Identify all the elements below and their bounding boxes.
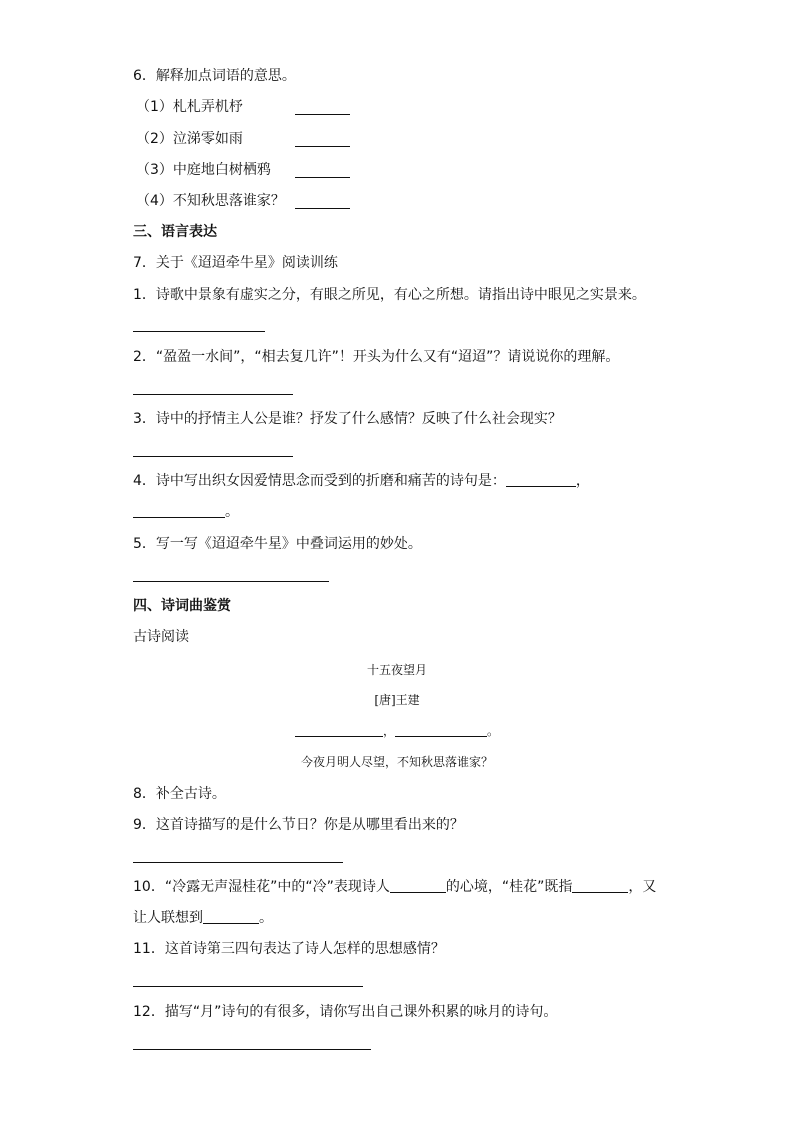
q12-answer-blank[interactable] bbox=[133, 1049, 371, 1050]
q7-sub-1: 1．诗歌中景象有虚实之分，有眼之所见，有心之所想。请指出诗中眼见之实景来。 bbox=[133, 287, 646, 303]
q10-text-b: 的心境，“桂花”既指 bbox=[445, 879, 573, 895]
q7-sub-5-answer-blank[interactable] bbox=[133, 581, 329, 582]
poem-author: [唐]王建 bbox=[374, 693, 420, 707]
q7-sub-1-answer-blank[interactable] bbox=[133, 331, 265, 332]
q10-text-c: ，又 bbox=[628, 879, 657, 895]
q6-answer-blank-4[interactable] bbox=[295, 208, 350, 209]
q7-sub-5: 5．写一写《迢迢牵牛星》中叠词运用的妙处。 bbox=[133, 536, 422, 552]
q6-answer-blank-3[interactable] bbox=[295, 177, 350, 178]
q6-item-1: （1）札札弄机杼 bbox=[136, 99, 243, 115]
q7-sub-3-answer-blank[interactable] bbox=[133, 456, 293, 457]
q10-line-1 bbox=[133, 878, 656, 896]
poem-line-2: 今夜月明人尽望，不知秋思落谁家？ bbox=[300, 755, 493, 769]
q7-sub-4-period: 。 bbox=[225, 504, 239, 520]
q8-text: 8．补全古诗。 bbox=[133, 786, 226, 802]
q6-answer-blank-2[interactable] bbox=[295, 146, 350, 147]
q7-sub-2-answer-blank[interactable] bbox=[133, 394, 293, 395]
q10-text-a: 10．“冷露无声湿桂花”中的“冷”表现诗人 bbox=[133, 879, 390, 895]
q10-blank-1[interactable] bbox=[390, 878, 446, 893]
q7-sub-4-blank-2[interactable] bbox=[133, 503, 225, 518]
q10-blank-3[interactable] bbox=[203, 909, 259, 924]
q7-sub-4-blank-1[interactable] bbox=[506, 472, 576, 487]
poem-line-1-end: 。 bbox=[487, 724, 500, 738]
poem-title: 十五夜望月 bbox=[366, 663, 427, 677]
section-3-heading: 三、语言表达 bbox=[133, 224, 217, 240]
q7-title: 7．关于《迢迢牵牛星》阅读训练 bbox=[133, 255, 338, 271]
q7-sub-4-text: 4．诗中写出织女因爱情思念而受到的折磨和痛苦的诗句是： bbox=[133, 473, 506, 489]
q7-sub-4-line bbox=[133, 472, 590, 490]
q10-line-2 bbox=[133, 909, 273, 927]
poem-line-1-blank-2[interactable] bbox=[395, 724, 487, 737]
q12-text: 12．描写“月”诗句的有很多，请你写出自己课外积累的咏月的诗句。 bbox=[133, 1004, 558, 1020]
q7-sub-3: 3．诗中的抒情主人公是谁？抒发了什么感情？反映了什么社会现实？ bbox=[133, 411, 562, 427]
poem-line-1 bbox=[0, 723, 794, 739]
q6-item-4: （4）不知秋思落谁家？ bbox=[136, 193, 285, 209]
q9-text: 9．这首诗描写的是什么节日？你是从哪里看出来的？ bbox=[133, 817, 464, 833]
poem-line-1-blank-1[interactable] bbox=[295, 724, 383, 737]
q11-text: 11．这首诗第三四句表达了诗人怎样的思想感情？ bbox=[133, 941, 445, 957]
q10-blank-2[interactable] bbox=[572, 878, 628, 893]
section-4-heading: 四、诗词曲鉴赏 bbox=[133, 598, 231, 614]
q11-answer-blank[interactable] bbox=[133, 986, 363, 987]
q9-answer-blank[interactable] bbox=[133, 862, 343, 863]
section-4-intro: 古诗阅读 bbox=[133, 629, 189, 645]
q7-sub-2: 2．“盈盈一水间”，“相去复几许”！开头为什么又有“迢迢”？请说说你的理解。 bbox=[133, 349, 620, 365]
q6-answer-blank-1[interactable] bbox=[295, 114, 350, 115]
q6-item-3: （3）中庭地白树栖鸦 bbox=[136, 162, 271, 178]
q10-text-d: 让人联想到 bbox=[133, 910, 203, 926]
q10-text-e: 。 bbox=[259, 910, 273, 926]
q7-sub-4-comma: ， bbox=[575, 473, 590, 489]
q6-item-2: （2）泣涕零如雨 bbox=[136, 131, 243, 147]
q6-title: 6．解释加点词语的意思。 bbox=[133, 68, 296, 84]
q7-sub-4-line-2 bbox=[133, 503, 239, 521]
poem-line-1-sep: ， bbox=[382, 724, 395, 738]
